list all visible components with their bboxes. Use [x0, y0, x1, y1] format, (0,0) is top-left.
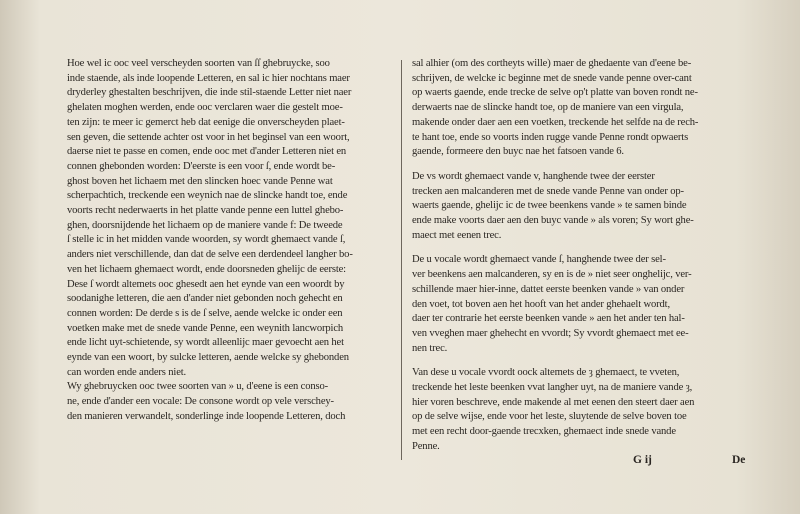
paragraph-gap: [412, 356, 768, 366]
paragraph-gap: [412, 160, 768, 170]
signature-mark: G ij: [633, 454, 652, 466]
text-line: waerts gaende, ghelijc ic de twee beenkens vande » te samen binde: [412, 200, 687, 212]
text-line: ende make voorts daer aen den buyc vande » als voren; Sy wort ghe-: [412, 215, 694, 227]
text-line: Penne.: [412, 440, 440, 452]
text-line: op waerts gaende, ende trecke de selve op't platte van boven rondt ne-: [412, 87, 698, 99]
text-line: maect met eenen trec.: [412, 229, 502, 241]
text-line: De u vocale wordt ghemaect vande ſ, hanghende twee der sel-: [412, 254, 666, 266]
text-line: ghen, doorsnijdende het lichaem op de maniere vande f: De tweede: [67, 219, 343, 231]
text-line: soodanighe letteren, die aen d'ander niet gebonden noch gehecht en: [67, 293, 343, 305]
text-line: Dese ſ wordt altemets ooc ghesedt aen het eynde van een woordt by: [67, 278, 345, 290]
text-line: Hoe wel ic ooc veel verscheyden soorten van ſſ ghebruycke, soo: [67, 58, 330, 69]
text-line: sen geven, die settende achter ost voor in het beginsel van een woort,: [67, 131, 350, 143]
paragraph: [412, 170, 768, 244]
text-line: connen worden: De derde s is de ſ selve, aende welcke ic onder een: [67, 307, 343, 319]
text-line: ghost boven het lichaem met den slincken hoec vande Penne wat: [67, 175, 333, 187]
text-line: te hant toe, ende so voorts inden rugge vande Penne rondt opwaerts: [412, 131, 689, 143]
text-line: daer ter contrarie het eerste beenken vande » aen het ander ten hal-: [412, 313, 685, 325]
text-line: hier voren beschreve, ende makende al met eenen den steert daer aen: [412, 396, 695, 408]
text-line: Wy ghebruycken ooc twee soorten van » u, d'eene is een conso-: [67, 381, 328, 393]
text-line: den voet, tot boven aen het hooft van het ander ghehaelt wordt,: [412, 298, 670, 310]
text-line: trecken aen malcanderen met de snede vande Penne van onder op-: [412, 185, 684, 197]
text-line: ver beenkens aen malcanderen, sy en is de » niet seer onghelijc, ver-: [412, 269, 692, 281]
paragraph: [412, 253, 768, 356]
text-line: ven het lichaem ghemaect wordt, ende doorsneden ghelijc de eerste:: [67, 263, 346, 275]
column-divider: [401, 60, 402, 460]
paragraph: [412, 366, 768, 454]
text-line: ghelaten moghen werden, ende ooc verclaren waer die gestelt moe-: [67, 102, 343, 114]
text-line: op de selve wijse, ende voor het leste, sluytende de selve boven toe: [412, 411, 687, 423]
right-text-column: [412, 57, 768, 455]
paragraph: [412, 57, 768, 160]
text-line: derwaerts nae de slincke handt toe, op de maniere van een virgula,: [412, 102, 684, 114]
text-line: anders niet verschillende, dan dat de selve een derdendeel langher bo-: [67, 249, 353, 261]
text-line: can worden ende anders niet.: [67, 366, 187, 378]
text-line: gaende, formeere den buyc nae het fatsoen vande 6.: [412, 146, 624, 158]
left-text-column: [67, 57, 393, 425]
text-line: dryderley ghestalten beschrijven, die inde stil-staende Letter niet naer: [67, 87, 352, 99]
text-line: scherpachtich, treckende een weynich nae de slincke handt toe, ende: [67, 190, 348, 202]
text-line: connen ghebonden worden: D'eerste is een voor ſ, ende wordt be-: [67, 160, 336, 172]
text-line: nen trec.: [412, 342, 448, 354]
text-line: inde staende, als inde loopende Letteren, en sal ic hier nochtans maer: [67, 72, 350, 84]
text-line: sal alhier (om des cortheyts wille) maer de ghedaente van d'eene be-: [412, 58, 692, 69]
text-line: met een recht door-gaende trecxken, ghemaect inde snede vande: [412, 426, 676, 438]
paragraph-gap: [412, 243, 768, 253]
text-line: ne, ende d'ander een vocale: De consone wordt op vele verschey-: [67, 396, 334, 408]
text-line: voetken make met de snede vande Penne, een weynith lancworpich: [67, 322, 344, 334]
text-line: ſ stelle ic in het midden vande woorden, sy wordt ghemaect vande ſ,: [67, 234, 346, 246]
text-line: schrijven, de welcke ic beginne met de snede vande penne over-cant: [412, 72, 692, 84]
text-line: treckende het leste beenken vvat langher uyt, na de maniere vande ȝ,: [412, 382, 693, 394]
text-line: voorts recht nederwaerts in het platte vande penne een luttel ghebo-: [67, 205, 344, 217]
text-line: Van dese u vocale vvordt oock altemets de ȝ ghemaect, te vveten,: [412, 367, 680, 379]
text-line: den manieren verwandelt, sonderlinge inde loopende Letteren, doch: [67, 410, 346, 422]
text-line: De vs wordt ghemaect vande v, hanghende twee der eerster: [412, 170, 655, 182]
text-line: ten zijn: te meer ic gemerct heb dat eenige die onverscheyden plaet-: [67, 116, 345, 128]
text-line: daerse niet te passe en comen, ende ooc met d'ander Letteren niet en: [67, 146, 347, 158]
text-line: ende licht uyt-schietende, sy wordt alleenlijc maer gevoecht aen het: [67, 337, 344, 349]
text-line: makende onder daer aen een voetken, treckende het selfde na de rech-: [412, 116, 699, 128]
catchword: De: [732, 454, 746, 466]
text-line: ven vveghen maer ghehecht en vvordt; Sy vvordt ghemaect met ee-: [412, 327, 689, 339]
text-line: eynde van een woort, by sulcke letteren, aende welcke sy ghebonden: [67, 352, 349, 364]
text-line: schillende maer hier-inne, dattet eerste beenken vande » van onder: [412, 283, 685, 295]
